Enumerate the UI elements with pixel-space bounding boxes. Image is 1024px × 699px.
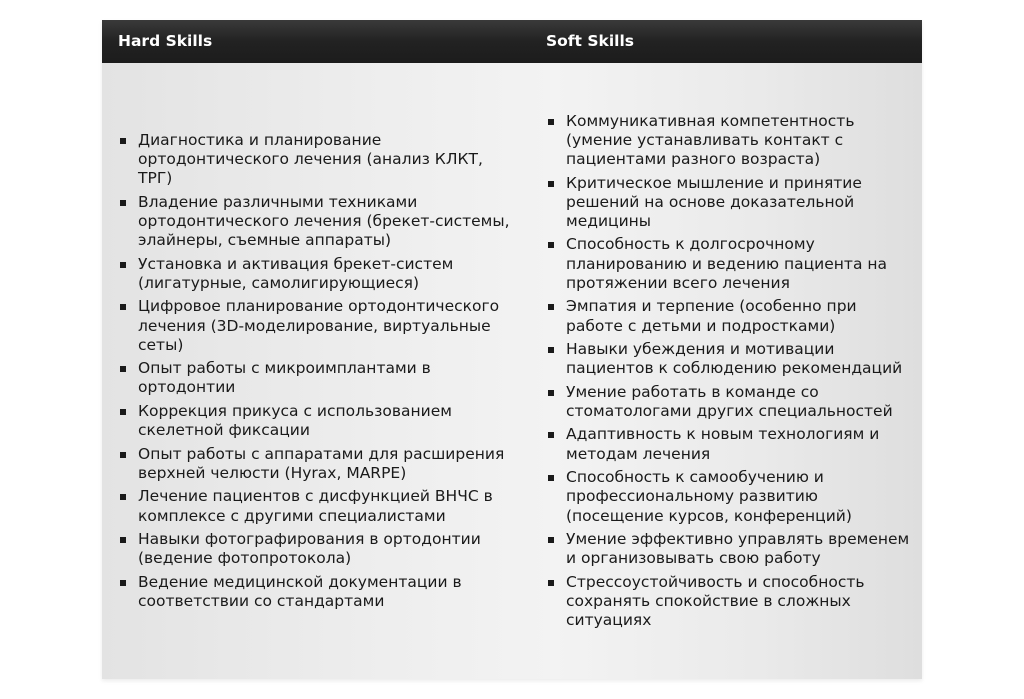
soft-skill-item [546, 297, 916, 335]
hard-skill-item [118, 530, 513, 568]
square-bullet-icon [548, 347, 554, 353]
soft-skill-item [546, 468, 916, 526]
hard-skill-item-text: Цифровое планирование ортодонтического лечения (3D-моделирование, виртуальные сеты) [138, 297, 500, 354]
square-bullet-icon [120, 494, 126, 500]
square-bullet-icon [548, 580, 554, 586]
header-soft-skills: Soft Skills [546, 32, 634, 50]
hard-skill-item [118, 255, 513, 293]
square-bullet-icon [120, 452, 126, 458]
hard-skill-item-text: Владение различными техниками ортодонтического лечения (брекет-системы, элайнеры, съемные аппараты) [138, 192, 510, 250]
hard-skill-item [118, 131, 513, 189]
hard-skill-item [118, 359, 513, 397]
soft-skill-item-text: Эмпатия и терпение (особенно при работе с детьми и подростками) [566, 297, 857, 335]
hard-skill-item [118, 573, 513, 611]
soft-skill-item-text: Коммуникативная компетентность (умение устанавливать контакт с пациентами разного возраста) [566, 111, 855, 169]
square-bullet-icon [120, 138, 126, 144]
square-bullet-icon [120, 537, 126, 543]
hard-skill-item-text: Диагностика и планирование ортодонтического лечения (анализ КЛКТ, ТРГ) [138, 130, 483, 188]
hard-skill-item [118, 297, 513, 355]
square-bullet-icon [120, 366, 126, 372]
hard-skill-item [118, 193, 513, 251]
soft-skill-item [546, 235, 916, 293]
soft-skill-item [546, 425, 916, 463]
hard-skill-item [118, 445, 513, 483]
square-bullet-icon [548, 537, 554, 543]
hard-skill-item [118, 487, 513, 525]
hard-skills-cell [102, 63, 530, 679]
square-bullet-icon [120, 409, 126, 415]
hard-skill-item-text: Установка и активация брекет-систем (лигатурные, самолигирующиеся) [138, 254, 454, 292]
soft-skill-item-text: Умение эффективно управлять временем и организовывать свою работу [566, 530, 910, 568]
soft-skill-item [546, 383, 916, 421]
square-bullet-icon [548, 242, 554, 248]
square-bullet-icon [120, 580, 126, 586]
square-bullet-icon [548, 432, 554, 438]
hard-skill-item-text: Опыт работы с аппаратами для расширения верхней челюсти (Hyrax, MARPE) [138, 444, 505, 482]
skills-table [102, 20, 922, 679]
soft-skills-cell [530, 63, 922, 679]
soft-skill-item [546, 530, 916, 568]
square-bullet-icon [548, 181, 554, 187]
hard-skill-item [118, 402, 513, 440]
soft-skill-item-text: Способность к долгосрочному планированию и ведению пациента на протяжении всего лечения [566, 235, 888, 292]
hard-skill-item-text: Коррекция прикуса с использованием скелетной фиксации [138, 401, 452, 440]
header-hard-skills: Hard Skills [118, 32, 213, 50]
hard-skill-item-text: Навыки фотографирования в ортодонтии (ведение фотопротокола) [138, 530, 481, 568]
square-bullet-icon [548, 304, 554, 310]
soft-skill-item-text: Навыки убеждения и мотивации пациентов к соблюдению рекомендаций [566, 340, 903, 378]
hard-skill-item-text: Ведение медицинской документации в соответствии со стандартами [138, 572, 462, 610]
table-body [102, 63, 922, 679]
table-header [102, 20, 922, 63]
square-bullet-icon [548, 119, 554, 125]
soft-skill-item [546, 340, 916, 378]
soft-skill-item-text: Критическое мышление и принятие решений на основе доказательной медицины [566, 173, 862, 230]
square-bullet-icon [120, 200, 126, 206]
square-bullet-icon [120, 304, 126, 310]
soft-skill-item [546, 573, 916, 631]
square-bullet-icon [548, 390, 554, 396]
soft-skill-item [546, 174, 916, 232]
soft-skills-list [546, 112, 916, 631]
hard-skill-item-text: Опыт работы с микроимплантами в ортодонтии [138, 359, 431, 397]
square-bullet-icon [120, 262, 126, 268]
soft-skill-item-text: Стрессоустойчивость и способность сохранять спокойствие в сложных ситуациях [566, 572, 865, 630]
hard-skill-item-text: Лечение пациентов с дисфункцией ВНЧС в комплексе с другими специалистами [138, 487, 493, 525]
soft-skill-item-text: Способность к самообучению и профессиональному развитию (посещение курсов, конференций) [566, 468, 852, 525]
hard-skills-list [118, 131, 513, 611]
square-bullet-icon [548, 475, 554, 481]
soft-skill-item [546, 112, 916, 170]
soft-skill-item-text: Умение работать в команде со стоматологами других специальностей [566, 382, 893, 420]
soft-skill-item-text: Адаптивность к новым технологиям и методам лечения [566, 425, 880, 463]
